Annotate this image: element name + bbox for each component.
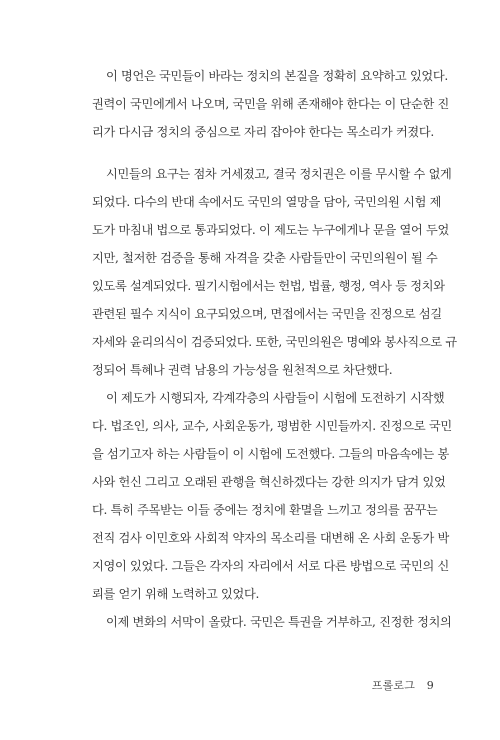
text-line: 되었다. 다수의 반대 속에서도 국민의 열망을 담아, 국민의원 시험 제 bbox=[92, 195, 442, 209]
paragraph-1 bbox=[92, 62, 449, 146]
page-number: 9 bbox=[426, 679, 434, 692]
text-line: 이 명언은 국민들이 바라는 정치의 본질을 정확히 요약하고 있었다. bbox=[106, 69, 448, 83]
paragraph-3 bbox=[92, 384, 452, 608]
text-line: 정되어 특혜나 권력 남용의 가능성을 원천적으로 차단했다. bbox=[92, 363, 393, 377]
text-line: 권력이 국민에게서 나오며, 국민을 위해 존재해야 한다는 이 단순한 진 bbox=[92, 97, 449, 111]
text-line: 사와 헌신 그리고 오래된 관행을 혁신하겠다는 강한 의지가 담겨 있었 bbox=[92, 475, 446, 489]
text-line: 전직 검사 이민호와 사회적 약자의 목소리를 대변해 온 사회 운동가 박 bbox=[92, 531, 449, 545]
text-line: 지영이 있었다. 그들은 각자의 자리에서 서로 다른 방법으로 국민의 신 bbox=[92, 559, 449, 573]
paragraph-2 bbox=[92, 160, 457, 384]
text-line: 다. 특히 주목받는 이들 중에는 정치에 환멸을 느끼고 정의를 꿈꾸는 bbox=[92, 503, 438, 517]
text-line: 관련된 필수 지식이 요구되었으며, 면접에서는 국민을 진정으로 섬길 bbox=[92, 307, 442, 321]
text-line: 이제 변화의 서막이 올랐다. 국민은 특권을 거부하고, 진정한 정치의 bbox=[106, 615, 452, 629]
text-line: 시민들의 요구는 점차 거세졌고, 결국 정치권은 이를 무시할 수 없게 bbox=[106, 167, 452, 181]
paragraph-4 bbox=[92, 608, 452, 636]
text-line: 이 제도가 시행되자, 각계각층의 사람들이 시험에 도전하기 시작했 bbox=[106, 391, 445, 405]
text-line: 지만, 철저한 검증을 통해 자격을 갖춘 사람들만이 국민의원이 될 수 bbox=[92, 251, 438, 265]
text-line: 을 섬기고자 하는 사람들이 이 시험에 도전했다. 그들의 마음속에는 봉 bbox=[92, 447, 449, 461]
running-title: 프롤로그 bbox=[371, 679, 416, 692]
text-line: 리가 다시금 정치의 중심으로 자리 잡아야 한다는 목소리가 커졌다. bbox=[92, 125, 434, 139]
text-line: 있도록 설계되었다. 필기시험에서는 헌법, 법률, 행정, 역사 등 정치와 bbox=[92, 279, 445, 293]
text-line: 다. 법조인, 의사, 교수, 사회운동가, 평범한 시민들까지. 진정으로 국민 bbox=[92, 419, 452, 433]
text-line: 자세와 윤리의식이 검증되었다. 또한, 국민의원은 명예와 봉사직으로 규 bbox=[92, 335, 457, 349]
text-line: 도가 마침내 법으로 통과되었다. 이 제도는 누구에게나 문을 열어 두었 bbox=[92, 223, 449, 237]
text-line: 뢰를 얻기 위해 노력하고 있었다. bbox=[92, 587, 260, 601]
page-footer bbox=[372, 677, 434, 693]
